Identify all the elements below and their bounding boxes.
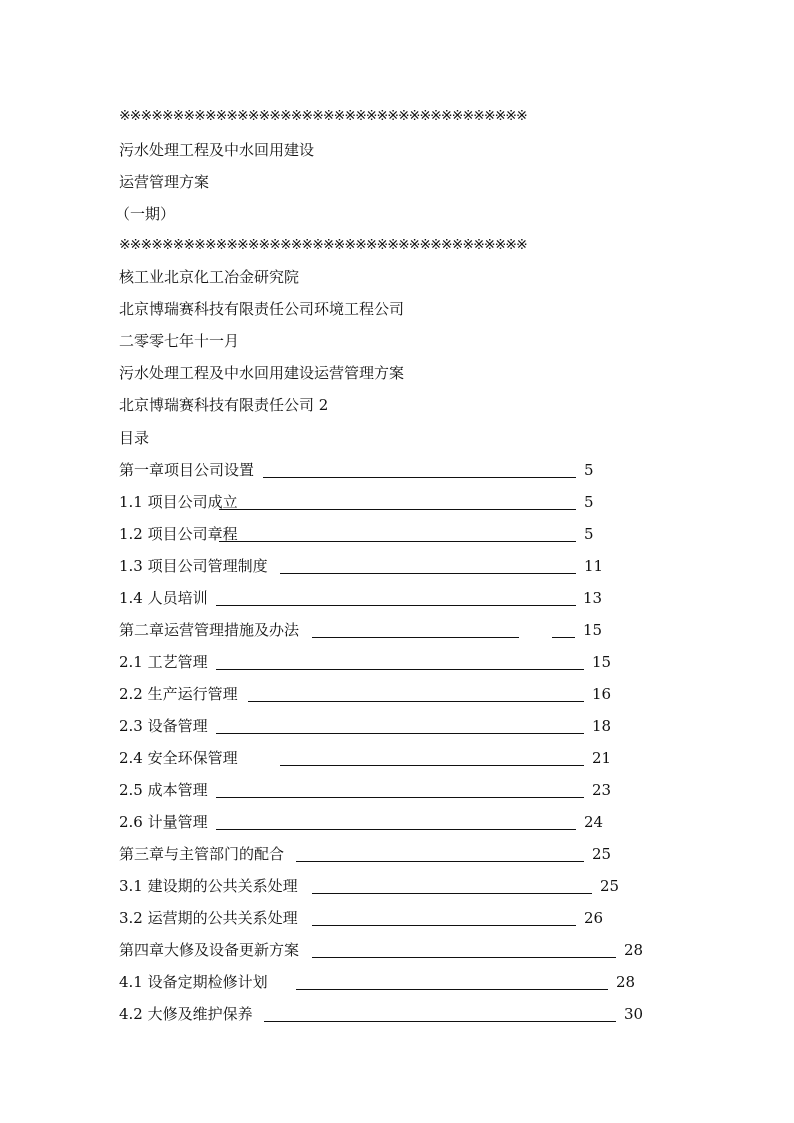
toc-page-number: 5 [584, 525, 594, 543]
toc-entry-title: 2.4 安全环保管理 [119, 749, 238, 767]
toc-page-number: 26 [584, 909, 604, 927]
toc-entry-title: 第一章项目公司设置 [119, 461, 255, 479]
toc-leader-line [216, 797, 584, 798]
toc-leader-line-segment [552, 637, 575, 638]
toc-page-number: 16 [592, 685, 612, 703]
toc-page-number: 5 [584, 493, 594, 511]
toc-leader-line [264, 1021, 616, 1022]
toc-entry-title: 3.1 建设期的公共关系处理 [119, 877, 298, 895]
toc-page-number: 28 [616, 973, 636, 991]
toc-leader-line [248, 701, 584, 702]
toc-entry-title: 1.3 项目公司管理制度 [119, 557, 268, 575]
toc-leader-line [216, 669, 584, 670]
toc-page-number: 13 [583, 589, 603, 607]
toc-entry-title: 1.2 项目公司章程 [119, 525, 238, 543]
toc-page-number: 15 [592, 653, 612, 671]
toc-leader-line [312, 957, 616, 958]
toc-leader-line [219, 541, 576, 542]
title-line-1: 污水处理工程及中水回用建设 [119, 141, 315, 159]
toc-page-number: 23 [592, 781, 612, 799]
toc-leader-line [219, 509, 576, 510]
toc-leader-line [263, 477, 576, 478]
phase-label: （一期） [115, 205, 176, 223]
toc-leader-line [312, 637, 519, 638]
toc-page-number: 5 [584, 461, 594, 479]
date-label: 二零零七年十一月 [119, 332, 240, 350]
organization-2: 北京博瑞赛科技有限责任公司环境工程公司 [119, 300, 405, 318]
toc-page-number: 28 [624, 941, 644, 959]
toc-page-number: 30 [624, 1005, 644, 1023]
decorative-divider-bottom: ※※※※※※※※※※※※※※※※※※※※※※※※※※※※※※※※※※※※※※ [119, 237, 527, 253]
toc-leader-line [280, 765, 584, 766]
toc-leader-line [216, 733, 584, 734]
toc-entry-title: 第四章大修及设备更新方案 [119, 941, 300, 959]
toc-leader-line [296, 861, 584, 862]
toc-leader-line [312, 925, 576, 926]
toc-page-number: 25 [600, 877, 620, 895]
toc-page-number: 25 [592, 845, 612, 863]
toc-heading: 目录 [119, 429, 150, 447]
toc-page-number: 18 [592, 717, 612, 735]
title-line-2: 运营管理方案 [119, 173, 210, 191]
toc-page-number: 24 [584, 813, 604, 831]
toc-entry-title: 2.3 设备管理 [119, 717, 208, 735]
toc-entry-title: 2.1 工艺管理 [119, 653, 208, 671]
decorative-divider-top: ※※※※※※※※※※※※※※※※※※※※※※※※※※※※※※※※※※※※※※ [119, 108, 527, 124]
toc-entry-title: 3.2 运营期的公共关系处理 [119, 909, 298, 927]
toc-entry-title: 2.2 生产运行管理 [119, 685, 238, 703]
toc-leader-line [280, 573, 576, 574]
toc-leader-line [216, 829, 576, 830]
toc-leader-line [216, 605, 576, 606]
toc-page-number: 15 [583, 621, 603, 639]
toc-entry-title: 2.5 成本管理 [119, 781, 208, 799]
toc-entry-title: 1.4 人员培训 [119, 589, 208, 607]
toc-entry-title: 2.6 计量管理 [119, 813, 208, 831]
toc-leader-line [312, 893, 592, 894]
toc-entry-title: 4.1 设备定期检修计划 [119, 973, 268, 991]
toc-entry-title: 1.1 项目公司成立 [119, 493, 238, 511]
running-title: 污水处理工程及中水回用建设运营管理方案 [119, 364, 405, 382]
toc-entry-title: 第二章运营管理措施及办法 [119, 621, 300, 639]
organization-1: 核工业北京化工冶金研究院 [119, 268, 300, 286]
toc-entry-title: 4.2 大修及维护保养 [119, 1005, 253, 1023]
toc-page-number: 21 [592, 749, 612, 767]
toc-leader-line [296, 989, 608, 990]
running-org: 北京博瑞赛科技有限责任公司 2 [119, 396, 329, 414]
toc-entry-title: 第三章与主管部门的配合 [119, 845, 285, 863]
toc-page-number: 11 [584, 557, 604, 575]
